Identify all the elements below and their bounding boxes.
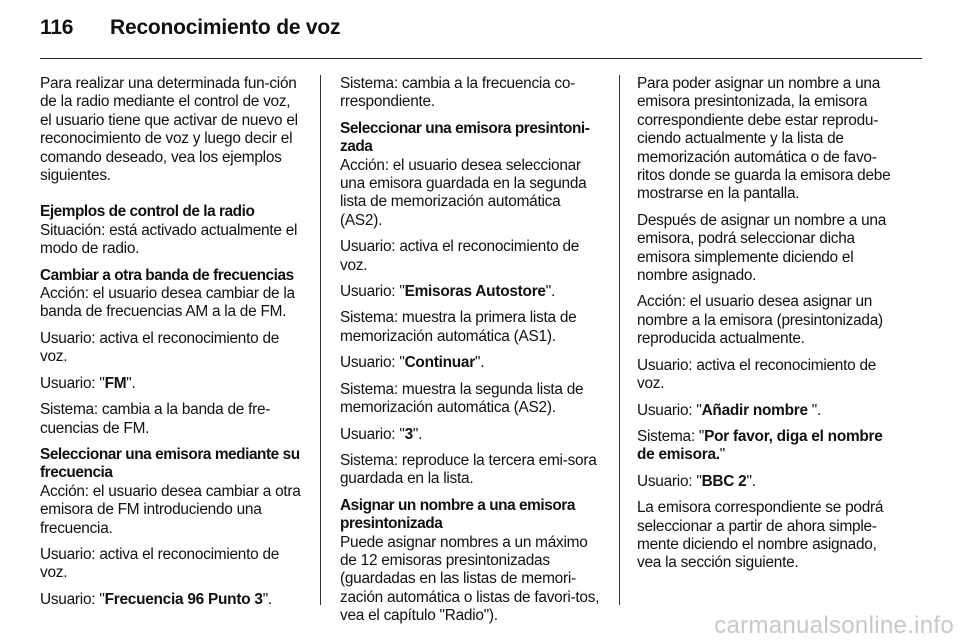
page-title: Reconocimiento de voz (110, 16, 341, 39)
dialog-line (340, 426, 604, 444)
speaker-prefix: Usuario: " (340, 283, 405, 301)
speaker-prefix: Usuario: " (637, 472, 702, 490)
voice-command: Frecuencia 96 Punto 3 (104, 590, 263, 608)
voice-command: Por favor, diga el nombre de emisora. (637, 427, 883, 464)
voice-command: Continuar (404, 354, 475, 372)
paragraph: Usuario: activa el reconocimiento de voz. (40, 329, 280, 366)
paragraph: Para realizar una determinada fun-ción de la radio mediante el control de voz, el usuario tiene que activar de nuevo el reconocimiento de voz y luego decir el comando deseado, vea los ejemplos siguientes. (40, 75, 298, 185)
page-number: 116 (40, 16, 74, 39)
quote-close: ". (474, 354, 485, 372)
dialog-line (40, 591, 304, 609)
quote-close: ". (746, 472, 756, 490)
speaker-prefix: Usuario: " (340, 425, 405, 443)
section-heading: Cambiar a otra banda de frecuencias (40, 266, 294, 284)
paragraph: Sistema: muestra la segunda lista de memorización automática (AS2). (340, 380, 584, 417)
column-divider (619, 75, 620, 605)
paragraph: Acción: el usuario desea cambiar de la banda de frecuencias AM a la de FM. (40, 285, 295, 321)
quote-close: ". (412, 425, 423, 443)
speaker-prefix: Usuario: " (340, 354, 405, 372)
paragraph: Sistema: muestra la primera lista de memorización automática (AS1). (340, 309, 577, 345)
text-column-3 (637, 75, 903, 581)
speaker-prefix: Usuario: " (40, 590, 105, 608)
header-rule (40, 58, 922, 59)
text-column-2 (340, 75, 604, 634)
dialog-line (40, 375, 304, 393)
paragraph: Situación: está activado actualmente el modo de radio. (40, 221, 298, 258)
section-heading: Asignar un nombre a una emisora presintonizada (340, 496, 575, 533)
column-divider (320, 75, 321, 605)
quote-close: ". (545, 283, 555, 301)
dialog-line (340, 354, 604, 372)
paragraph: Para poder asignar un nombre a una emisora presintonizada, la emisora correspondiente debe estar reprodu-ciendo actualmente y la lista de memorización automática o de favo-ritos donde se guarda la emisora debe mostrarse en la pantalla. (637, 75, 891, 203)
text-column-1 (40, 75, 304, 617)
paragraph: Después de asignar un nombre a una emisora, podrá seleccionar dicha emisora simplemente diciendo el nombre asignado. (637, 211, 887, 285)
speaker-prefix: Usuario: " (637, 401, 702, 419)
section-heading: Seleccionar una emisora presintoni-zada (340, 119, 590, 156)
paragraph: Usuario: activa el reconocimiento de voz. (340, 238, 580, 274)
quote-close: " (719, 446, 726, 464)
paragraph: Acción: el usuario desea seleccionar una emisora guardada en la segunda lista de memorización automática (AS2). (340, 156, 587, 229)
quote-close: ". (262, 590, 272, 608)
paragraph: Sistema: cambia a la frecuencia co-rrespondiente. (340, 75, 576, 111)
dialog-line (637, 402, 903, 420)
quote-close: ". (126, 374, 136, 392)
speaker-prefix: Usuario: " (40, 374, 105, 392)
paragraph: Sistema: reproduce la tercera emi-sora guardada en la lista. (340, 451, 597, 488)
voice-command: Añadir nombre (701, 401, 808, 419)
paragraph: Usuario: activa el reconocimiento de voz. (40, 545, 280, 582)
paragraph: Puede asignar nombres a un máximo de 12 emisoras presintonizadas (guardadas en las listas de memori-zación automática o listas de favori-tos, vea el capítulo "Radio"). (340, 533, 600, 625)
voice-command: FM (104, 374, 127, 392)
dialog-line (637, 473, 903, 491)
voice-command: BBC 2 (701, 472, 747, 490)
dialog-line (340, 283, 604, 301)
speaker-prefix: Sistema: " (637, 427, 705, 445)
paragraph: La emisora correspondiente se podrá seleccionar a partir de ahora simple-mente diciendo el nombre asignado, vea la sección siguiente. (637, 499, 884, 572)
voice-command: Emisoras Autostore (404, 283, 546, 301)
section-heading: Ejemplos de control de la radio (40, 203, 255, 221)
paragraph: Sistema: cambia a la banda de fre-cuencias de FM. (40, 401, 271, 437)
section-heading: Seleccionar una emisora mediante su frecuencia (40, 445, 300, 482)
page-header (40, 16, 340, 40)
quote-close: ". (807, 401, 822, 419)
paragraph: Usuario: activa el reconocimiento de voz. (637, 356, 877, 393)
dialog-line (637, 428, 903, 465)
watermark: carmanualsonline.info (714, 612, 954, 639)
paragraph: Acción: el usuario desea asignar un nombre a la emisora (presintonizada) reproducida actualmente. (637, 293, 883, 348)
voice-command: 3 (404, 425, 413, 443)
paragraph: Acción: el usuario desea cambiar a otra emisora de FM introduciendo una frecuencia. (40, 482, 301, 537)
